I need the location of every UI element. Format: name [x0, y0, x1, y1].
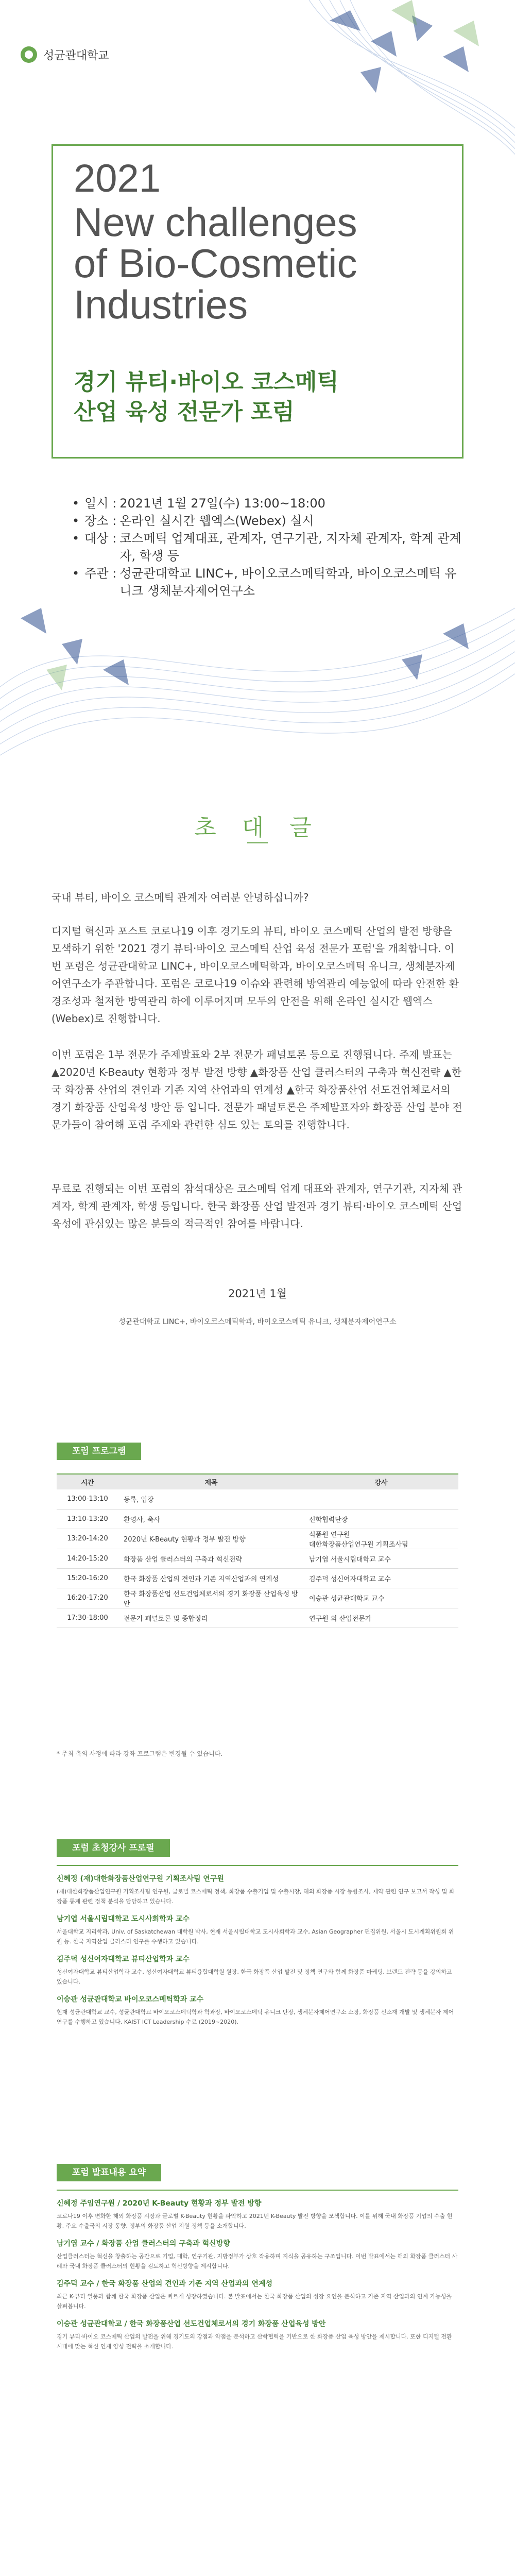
info-key: 대상 :: [84, 531, 117, 546]
info-value: 성균관대학교 LINC+, 바이오코스메틱학과, 바이오코스메틱 유니크 생체분자제어연구소: [119, 566, 457, 598]
speakers-list: [57, 1865, 458, 2027]
bullet-icon: •: [72, 566, 80, 581]
list-item: [57, 2318, 458, 2351]
list-item: [57, 2278, 458, 2311]
speaker-cell: [304, 1489, 458, 1509]
info-value: 온라인 실시간 웹엑스(Webex) 실시: [119, 514, 314, 528]
time-cell: 13:20-14:20: [57, 1529, 118, 1549]
invitation-paragraph: 이번 포럼은 1부 전문가 주제발표와 2부 전문가 패널토론 등으로 진행됩니다. 주제 발표는 ▲2020년 K-Beauty 현황과 정부 발전 방향 ▲화장품 산업 클러스터의 구축과 혁신전략 ▲한국 화장품 산업의 견인과 기존 지역 산업과의 연계성 ▲한국 화장품산업 선도건업체로서의 경기 화장품 산업육성 방안 등 입니다. 전문가 패널토론은 주제발표자와 화장품 산업 분야 전문가들이 참여해 포럼 주제와 관련한 심도 있는 토의를 진행합니다.: [52, 1048, 462, 1131]
speaker-cell: 연구원 외 산업전문가: [304, 1608, 458, 1628]
info-item-place: [72, 512, 464, 530]
table-row: [57, 1549, 458, 1568]
item-title: 남기엽 서울시립대학교 도시사회학과 교수: [57, 1915, 190, 1923]
speaker-cell: 김주덕 성신여자대학교 교수: [304, 1568, 458, 1588]
info-item-target: [72, 530, 464, 565]
title-box: [52, 144, 464, 459]
item-desc: 성신여자대학교 뷰티산업학과 교수, 성신여자대학교 뷰티융합대학원 원장, 한국 화장품 산업 발전 및 정책 연구와 함께 화장품 마케팅, 브랜드 전략 등을 강의하고 있습니다.: [57, 1969, 452, 1985]
item-title: 김주덕 성신여자대학교 뷰티산업학과 교수: [57, 1955, 190, 1963]
logo: [21, 46, 109, 63]
speaker-cell: 이승관 성균관대학교 교수: [304, 1588, 458, 1608]
title-cell: 환영사, 축사: [118, 1509, 304, 1529]
time-cell: 16:20-17:20: [57, 1588, 118, 1608]
item-title: 신혜정 (재)대한화장품산업연구원 기획조사팀 연구원: [57, 1875, 224, 1883]
item-desc: 경기 뷰티·바이오 코스메틱 산업의 발전을 위해 경기도의 강점과 약점을 분석하고 산학협력을 기반으로 한 화장품 산업 육성 방안을 제시합니다. 또한 디지털 전환 시대에 맞는 혁신 인재 양성 전략을 소개합니다.: [57, 2333, 452, 2350]
item-title: 이승관 성균관대학교 바이오코스메틱학과 교수: [57, 1995, 204, 2004]
speaker-cell: 남기엽 서울시립대학교 교수: [304, 1549, 458, 1568]
info-key: 주관 :: [84, 566, 117, 581]
list-item: [57, 2198, 458, 2231]
table-row: [57, 1529, 458, 1549]
item-desc: (재)대한화장품산업연구원 기획조사팀 연구원, 글로벌 코스메틱 정책, 화장품 수출기업 및 수출시장, 해외 화장품 시장 동향조사, 제약 관련 연구 보고서 작성 및 화장품 통계 관련 정책 분석을 담당하고 있습니다.: [57, 1888, 455, 1905]
column-header: 강사: [304, 1474, 458, 1489]
item-desc: 코로나19 이후 변화한 해외 화장품 시장과 글로벌 K-Beauty 현황을 파악하고 2021년 K-Beauty 발전 방향을 모색합니다. 이를 위해 국내 화장품 기업의 수출 현황, 주요 수출국의 시장 동향, 정부의 화장품 산업 지원 정책 등을 소개합니다.: [57, 2213, 453, 2229]
title-cell: 한국 화장품산업 선도건업체로서의 경기 화장품 산업육성 방안: [118, 1588, 304, 1608]
title-cell: 등록, 입장: [118, 1489, 304, 1509]
invitation-paragraph: 디지털 혁신과 포스트 코로나19 이후 경기도의 뷰티, 바이오 코스메틱 산업의 발전 방향을 모색하기 위한 '2021 경기 뷰티·바이오 코스메틱 산업 육성 전문가 포럼'을 개최합니다. 이번 포럼은 성균관대학교 LINC+, 바이오코스메틱학과, 바이오코스메틱 유니크, 생체분자제어연구소가 주관합니다. 포럼은 코로나19 이슈와 관련해 방역관리 예능없에 따라 안전한 환경조성과 철저한 방역관리 하에 이루어지며 모두의 안전을 위해 온라인 실시간 웹엑스(Webex)로 진행합니다.: [52, 925, 459, 1025]
event-title-ko: 경기 뷰티·바이오 코스메틱 산업 육성 전문가 포럼: [74, 369, 339, 425]
item-desc: 현재 성균관대학교 교수, 성균관대학교 바이오코스메틱학과 학과장, 바이오코스메틱 유니크 단장, 생체분자제어연구소 소장, 화장품 신소재 개발 및 생체분자 제어 연구를 수행하고 있습니다. KAIST ICT Leadership 수료 (2019~2020).: [57, 2009, 454, 2025]
item-desc: 산업클러스터는 혁신을 창출하는 공간으로 기업, 대학, 연구기관, 지방정부가 상호 작용하며 지식을 공유하는 구조입니다. 이번 발표에서는 해외 화장품 클러스터 사례와 국내 화장품 클러스터의 현황을 검토하고 혁신방향을 제시합니다.: [57, 2253, 458, 2269]
bullet-icon: •: [72, 496, 80, 511]
title-cell: 한국 화장품 산업의 견인과 기존 지역산업과의 연계성: [118, 1568, 304, 1588]
event-year: 2021: [74, 157, 161, 200]
item-desc: 서울대학교 지리학과, Univ. of Saskatchewan 대학원 박사, 현재 서울시립대학교 도시사회학과 교수, Asian Geographer 편집위원, 서울시 도시계획위원회 위원 등. 한국 지역산업 클러스터 연구를 수행하고 있습니다.: [57, 1928, 454, 1945]
item-desc: 최근 K-뷰티 열풍과 함께 한국 화장품 산업은 빠르게 성장하였습니다. 본 발표에서는 한국 화장품 산업의 성장 요인을 분석하고 기존 지역 산업과의 연계 가능성을 살펴봅니다.: [57, 2293, 452, 2310]
column-header: 시간: [57, 1474, 118, 1489]
time-cell: 13:00-13:10: [57, 1489, 118, 1509]
info-key: 장소 :: [84, 514, 117, 528]
table-row: [57, 1588, 458, 1608]
bullet-icon: •: [72, 514, 80, 528]
item-title: 이승관 성균관대학교 / 한국 화장품산업 선도건업체로서의 경기 화장품 산업육성 방안: [57, 2320, 326, 2328]
logo-text: 성균관대학교: [43, 49, 109, 62]
title-cell: 2020년 K-Beauty 현황과 정부 발전 방향: [118, 1529, 304, 1549]
title-cell: 전문가 패널토론 및 종합정리: [118, 1608, 304, 1628]
table-row: [57, 1568, 458, 1588]
time-cell: 13:10-13:20: [57, 1509, 118, 1529]
info-key: 일시 :: [84, 496, 117, 511]
divider: [247, 842, 268, 843]
event-info: [72, 495, 464, 600]
list-item: [57, 1954, 458, 1987]
program-table: [57, 1473, 458, 1628]
list-item: [57, 2238, 458, 2271]
talks-list: [57, 2190, 458, 2351]
item-title: 남기엽 교수 / 화장품 산업 클러스터의 구축과 혁신방향: [57, 2240, 230, 2248]
table-row: [57, 1509, 458, 1529]
item-title: 신혜정 주임연구원 / 2020년 K-Beauty 현황과 정부 발전 방향: [57, 2199, 262, 2208]
invitation-greeting: 국내 뷰티, 바이오 코스메틱 관계자 여러분 안녕하십니까?: [52, 891, 309, 904]
invitation-title: 초 대 글: [194, 815, 321, 841]
invitation-date: 2021년 1월: [228, 1287, 287, 1300]
time-cell: 15:20-16:20: [57, 1568, 118, 1588]
university-emblem-icon: [21, 46, 37, 63]
info-item-date: [72, 495, 464, 512]
speaker-cell: 식품원 연구원 대한화장품산업연구원 기획조사팀: [304, 1529, 458, 1549]
table-row: [57, 1489, 458, 1509]
invitation-orgs: 성균관대학교 LINC+, 바이오코스메틱학과, 바이오코스메틱 유니크, 생체분자제어연구소: [118, 1318, 397, 1326]
table-header: [57, 1474, 458, 1489]
list-item: [57, 1873, 458, 1906]
list-item: [57, 1994, 458, 2027]
talks-label: 포럼 발표내용 요약: [57, 2164, 161, 2181]
info-item-host: [72, 565, 464, 600]
title-cell: 화장품 산업 클러스터의 구축과 혁신전략: [118, 1549, 304, 1568]
info-value: 2021년 1월 27일(수) 13:00~18:00: [119, 496, 325, 511]
program-label: 포럼 프로그램: [57, 1443, 141, 1460]
event-title-en: New challenges of Bio-Cosmetic Industries: [74, 199, 357, 327]
invitation-paragraph: 무료로 진행되는 이번 포럼의 참석대상은 코스메틱 업계 대표와 관계자, 연구기관, 지자체 관계자, 학계 관계자, 학생 등입니다. 한국 화장품 산업 발전과 경기 뷰티·바이오 코스메틱 산업 육성에 관심있는 많은 분들의 적극적인 참여를 바랍니다.: [52, 1182, 462, 1230]
column-header: 제목: [118, 1474, 304, 1489]
program-note: * 주최 측의 사정에 따라 강좌 프로그램은 변경될 수 있습니다.: [57, 1750, 223, 1757]
list-item: [57, 1913, 458, 1946]
speaker-cell: 신학협력단장: [304, 1509, 458, 1529]
item-title: 김주덕 교수 / 한국 화장품 산업의 견인과 기존 지역 산업과의 연계성: [57, 2280, 272, 2288]
bullet-icon: •: [72, 531, 80, 546]
time-cell: 14:20-15:20: [57, 1549, 118, 1568]
speakers-label: 포럼 초청강사 프로필: [57, 1839, 170, 1857]
table-row: [57, 1608, 458, 1628]
info-value: 코스메틱 업계대표, 관계자, 연구기관, 지자체 관계자, 학계 관계자, 학생 등: [119, 531, 461, 563]
time-cell: 17:30-18:00: [57, 1608, 118, 1628]
